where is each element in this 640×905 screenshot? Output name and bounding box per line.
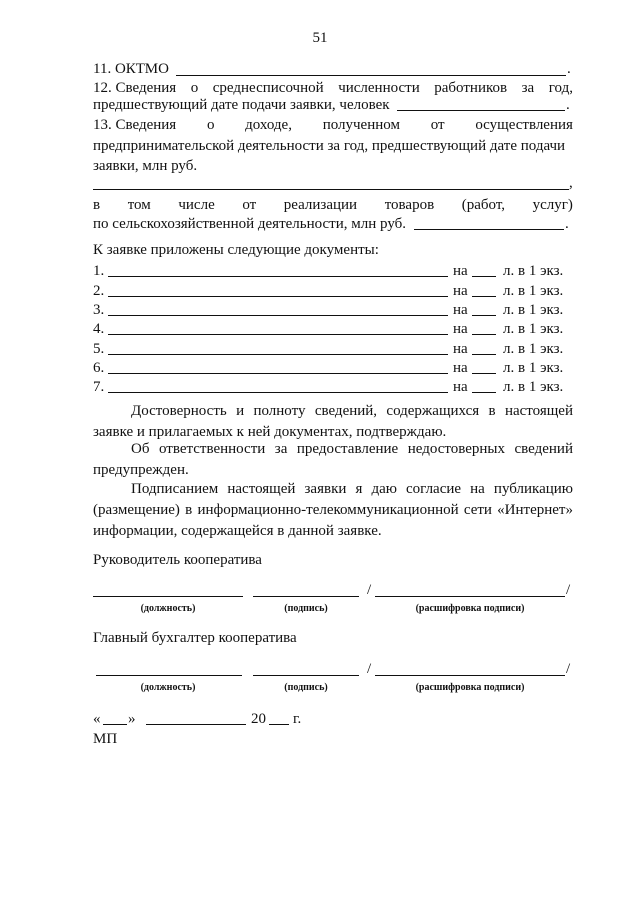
attachment-number: 1.: [93, 263, 105, 279]
attachment-na: на: [453, 360, 468, 376]
agri-income-field[interactable]: [414, 229, 564, 230]
attachment-number: 4.: [93, 321, 105, 337]
item13-line3: заявки, млн руб.: [93, 158, 198, 174]
attachments-heading: К заявке приложены следующие документы:: [93, 242, 379, 258]
attachment-number: 5.: [93, 341, 105, 357]
attachment-tail: л. в 1 экз.: [503, 263, 564, 279]
accountant-position-field[interactable]: [96, 675, 242, 676]
attachment-name-field[interactable]: [108, 296, 448, 297]
item13-word: полученном: [322, 117, 400, 133]
item13-word: от: [430, 117, 445, 133]
item13-word: (работ,: [461, 197, 506, 213]
item12-line1: [93, 79, 573, 97]
attachment-number: 3.: [93, 302, 105, 318]
accountant-signature-caption: (подпись): [284, 682, 328, 693]
item12-word: год,: [548, 80, 573, 96]
confirmation-paragraph: Достоверность и полноту сведений, содержащихся в настоящей заявке и прилагаемых к ней документах, подтверждаю.: [93, 403, 573, 440]
responsibility-paragraph: Об ответственности за предоставление недостоверных сведений предупрежден.: [93, 441, 573, 478]
attachment-name-field[interactable]: [108, 373, 448, 374]
accountant-slash-open: /: [367, 661, 372, 677]
date-open-quote: «: [93, 711, 101, 727]
attachment-na: на: [453, 283, 468, 299]
head-slash-open: /: [367, 582, 372, 598]
attachment-tail: л. в 1 экз.: [503, 302, 564, 318]
attachment-tail: л. в 1 экз.: [503, 283, 564, 299]
head-signature-caption: (подпись): [284, 603, 328, 614]
attachment-sheets-field[interactable]: [472, 276, 496, 277]
item13-word: товаров: [384, 197, 435, 213]
date-year-field[interactable]: [269, 724, 289, 725]
income-field[interactable]: [93, 189, 569, 190]
attachment-na: на: [453, 302, 468, 318]
attachment-name-field[interactable]: [108, 392, 448, 393]
head-slash-close: /: [566, 582, 571, 598]
date-day-field[interactable]: [103, 724, 127, 725]
attachment-na: на: [453, 321, 468, 337]
attachment-sheets-field[interactable]: [472, 373, 496, 374]
item13-word: доходе,: [245, 117, 292, 133]
head-position-caption: (должность): [140, 603, 196, 614]
accountant-position-caption: (должность): [140, 682, 196, 693]
employees-field[interactable]: [397, 110, 565, 111]
page-number: 51: [312, 30, 328, 46]
head-position-field[interactable]: [93, 596, 243, 597]
income-comma: ,: [569, 175, 573, 191]
item13-word: о: [206, 117, 215, 133]
item12-word: численности: [338, 80, 420, 96]
item12-end: .: [566, 97, 570, 113]
attachment-number: 2.: [93, 283, 105, 299]
item13-end: .: [565, 216, 569, 232]
attachment-number: 6.: [93, 360, 105, 376]
item13-line5: по сельскохозяйственной деятельности, млн руб.: [93, 216, 407, 232]
head-signature-field[interactable]: [253, 596, 359, 597]
item12-word: о: [190, 80, 199, 96]
date-close-quote: »: [128, 711, 136, 727]
date-year-prefix: 20: [251, 711, 266, 727]
attachment-name-field[interactable]: [108, 354, 448, 355]
head-title: Руководитель кооператива: [93, 552, 262, 568]
attachment-sheets-field[interactable]: [472, 296, 496, 297]
item13-word: в: [93, 197, 101, 213]
attachment-na: на: [453, 263, 468, 279]
attachment-name-field[interactable]: [108, 276, 448, 277]
item13-word: услуг): [532, 197, 573, 213]
accountant-signature-field[interactable]: [253, 675, 359, 676]
item12-line2: предшествующий дате подачи заявки, человек: [93, 97, 390, 113]
item13-word: 13. Сведения: [93, 117, 177, 133]
attachment-tail: л. в 1 экз.: [503, 360, 564, 376]
head-decode-caption: (расшифровка подписи): [415, 603, 525, 614]
item13-word: числе: [178, 197, 215, 213]
oktmo-field[interactable]: [176, 75, 566, 76]
attachment-sheets-field[interactable]: [472, 392, 496, 393]
item13-line1: [93, 116, 573, 134]
date-month-field[interactable]: [146, 724, 246, 725]
attachment-sheets-field[interactable]: [472, 334, 496, 335]
accountant-title: Главный бухгалтер кооператива: [93, 630, 297, 646]
accountant-decode-field[interactable]: [375, 675, 565, 676]
item13-word: осуществления: [475, 117, 573, 133]
attachment-name-field[interactable]: [108, 334, 448, 335]
date-year-suffix: г.: [293, 711, 302, 727]
attachment-tail: л. в 1 экз.: [503, 321, 564, 337]
item13-line2: предпринимательской деятельности за год, предшествующий дате подачи: [93, 138, 566, 154]
item12-word: работников: [434, 80, 508, 96]
item12-word: 12. Сведения: [93, 80, 177, 96]
oktmo-end: .: [567, 61, 571, 77]
item12-word: за: [521, 80, 535, 96]
stamp-place: МП: [93, 731, 118, 747]
attachment-na: на: [453, 379, 468, 395]
attachment-tail: л. в 1 экз.: [503, 341, 564, 357]
consent-paragraph: Подписанием настоящей заявки я даю согласие на публикацию (размещение) в информационно-телекоммуникационной сети «Интернет» информации, содержащейся в данной заявке.: [93, 481, 573, 539]
head-decode-field[interactable]: [375, 596, 565, 597]
attachment-sheets-field[interactable]: [472, 315, 496, 316]
accountant-decode-caption: (расшифровка подписи): [415, 682, 525, 693]
attachment-tail: л. в 1 экз.: [503, 379, 564, 395]
attachment-sheets-field[interactable]: [472, 354, 496, 355]
item13-word: реализации: [283, 197, 358, 213]
attachment-name-field[interactable]: [108, 315, 448, 316]
item13-word: от: [242, 197, 257, 213]
oktmo-label: 11. ОКТМО: [93, 61, 169, 77]
item13-word: том: [127, 197, 151, 213]
attachment-na: на: [453, 341, 468, 357]
accountant-slash-close: /: [566, 661, 571, 677]
item12-word: среднесписочной: [212, 80, 324, 96]
item13-line4: [93, 196, 573, 214]
attachment-number: 7.: [93, 379, 105, 395]
